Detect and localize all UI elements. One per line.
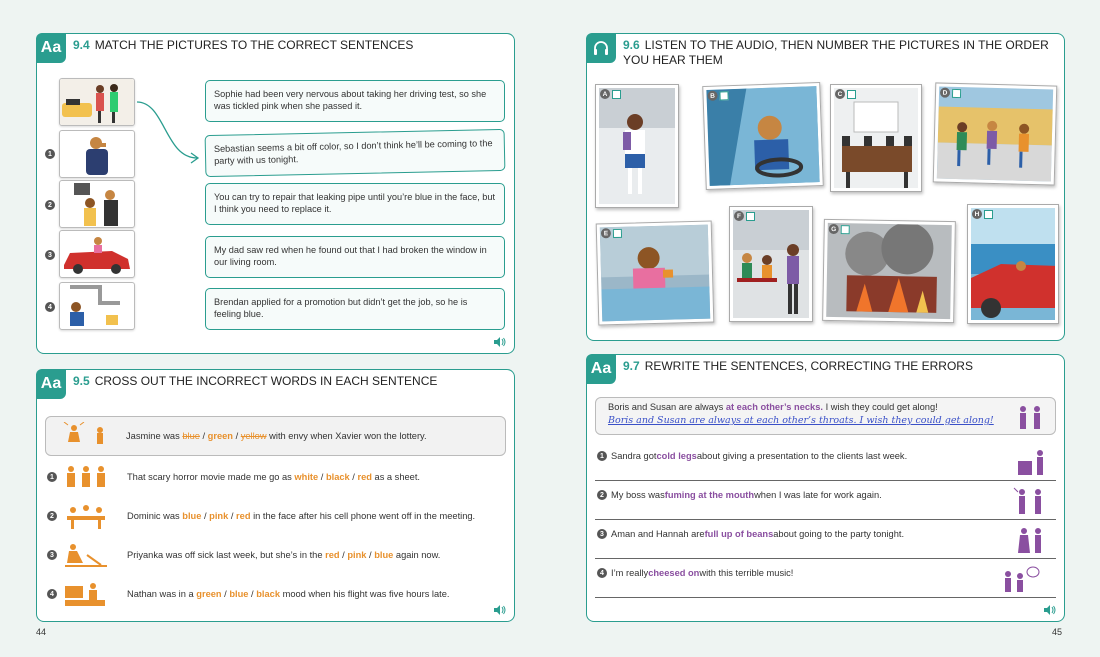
picture-4: [59, 282, 135, 330]
picture-letter: D: [940, 88, 950, 98]
row-number: 2: [47, 511, 57, 521]
sentence-row-2: [47, 501, 504, 531]
gardening-woman-icon: [61, 541, 111, 569]
picture-f: [729, 206, 813, 322]
rewrite-row-4[interactable]: [595, 562, 1056, 598]
arguing-couple-icon: [1015, 404, 1045, 430]
sentence: Priyanka was off sick last week, but she’s in the red / pink / blue again now.: [127, 550, 441, 560]
order-box[interactable]: [613, 228, 622, 237]
audio-speaker-icon[interactable]: [494, 605, 506, 615]
schoolgirl-icon: [599, 88, 675, 204]
running-students-icon: [937, 87, 1053, 182]
sentence: 2 My boss was fuming at the mouth when I was late for work again.: [597, 490, 882, 500]
example-answer: Boris and Susan are always at each other’s throats. I wish they could get along!: [608, 415, 994, 426]
picture-c: [830, 84, 922, 192]
presenter-icon: [1010, 447, 1050, 477]
sentence-box: Sophie had been very nervous about taking her driving test, so she was tickled pink when she passed it.: [205, 80, 505, 122]
picture-3: [59, 230, 135, 278]
red-convertible-icon: [971, 208, 1055, 320]
sentence-row-1: [47, 462, 504, 492]
sick-man-icon: [60, 131, 134, 177]
angry-dad-icon: [60, 181, 134, 227]
picture-e: [596, 220, 715, 325]
picture-letter: F: [734, 211, 744, 221]
picture-number: 3: [45, 250, 55, 260]
picture-b: [702, 82, 824, 190]
sentence-row-4: [47, 579, 504, 609]
row-number: 1: [597, 451, 607, 461]
picture-letter: E: [601, 228, 611, 238]
exercise-9-5-panel: [36, 369, 515, 622]
meeting-table-icon: [61, 502, 111, 530]
exercise-title: 9.4 MATCH THE PICTURES TO THE CORRECT SENTENCES: [73, 38, 414, 52]
page-number-left: 44: [36, 627, 47, 637]
sentence: 1 Sandra got cold legs about giving a presentation to the clients last week.: [597, 451, 907, 461]
sentence-box: My dad saw red when he found out that I had broken the window in our living room.: [205, 236, 505, 278]
picture-1: [59, 130, 135, 178]
exercise-9-4-panel: [36, 33, 515, 354]
red-car-icon: [60, 231, 134, 277]
order-box[interactable]: [612, 90, 621, 99]
picture-g: [822, 219, 956, 323]
empty-meeting-room-icon: [834, 88, 918, 188]
picture-number: 4: [45, 302, 55, 312]
lottery-winner-icon: [60, 422, 110, 450]
picture-d: [933, 82, 1058, 185]
picture-a: [595, 84, 679, 208]
vocabulary-badge-icon: Aa: [36, 369, 66, 399]
sofa-people-icon: [60, 79, 134, 125]
row-number: 1: [47, 472, 57, 482]
picture-letter: A: [600, 89, 610, 99]
vocabulary-badge-icon: Aa: [586, 354, 616, 384]
sentence: Nathan was in a green / blue / black mood when his flight was five hours late.: [127, 589, 450, 599]
picture-number: 1: [45, 149, 55, 159]
row-number: 3: [47, 550, 57, 560]
order-box[interactable]: [847, 90, 856, 99]
rewrite-row-1[interactable]: [595, 445, 1056, 481]
picture-h: [967, 204, 1059, 324]
order-box[interactable]: [746, 212, 755, 221]
sentence-box: Sebastian seems a bit off color, so I don’t think he’ll be coming to the party with us tonight.: [205, 129, 506, 177]
audio-speaker-icon[interactable]: [1044, 605, 1056, 615]
sentence: 4 I’m really cheesed on with this terrible music!: [597, 568, 793, 578]
example-row: [45, 416, 506, 456]
rewrite-row-3[interactable]: [595, 523, 1056, 559]
burning-building-icon: [826, 223, 952, 319]
picture-letter: B: [707, 91, 717, 101]
headphones-icon: [586, 33, 616, 63]
scared-audience-icon: [61, 463, 111, 491]
audio-speaker-icon[interactable]: [494, 337, 506, 347]
row-number: 4: [47, 589, 57, 599]
page-number-right: 45: [1052, 627, 1063, 637]
exercise-title: 9.5 CROSS OUT THE INCORRECT WORDS IN EACH SENTENCE: [73, 374, 438, 388]
vocabulary-badge-icon: Aa: [36, 33, 66, 63]
picture-2: [59, 180, 135, 228]
angry-boss-icon: [1010, 486, 1050, 516]
match-arrow-icon: [135, 98, 205, 168]
cafe-scene-icon: [733, 210, 809, 318]
sentence-row-3: [47, 540, 504, 570]
order-box[interactable]: [952, 88, 961, 97]
sentence: 3 Aman and Hannah are full up of beans about going to the party tonight.: [597, 529, 904, 539]
stressed-driver-icon: [706, 86, 819, 186]
example-picture: [59, 78, 135, 126]
picture-letter: C: [835, 89, 845, 99]
airport-delay-icon: [61, 580, 111, 608]
sentence-box: Brendan applied for a promotion but didn’t get the job, so he is feeling blue.: [205, 288, 505, 330]
sentence-box: You can try to repair that leaking pipe until you’re blue in the face, but I think you need to replace it.: [205, 183, 505, 225]
exercise-9-7-panel: [586, 354, 1065, 622]
order-box[interactable]: [984, 210, 993, 219]
annoyed-listener-icon: [990, 564, 1050, 594]
example-sentence: Jasmine was blue / green / yellow with envy when Xavier won the lottery.: [126, 431, 427, 441]
picture-letter: H: [972, 209, 982, 219]
sentence: Dominic was blue / pink / red in the face after his cell phone went off in the meeting.: [127, 511, 476, 521]
exercise-title: 9.7 REWRITE THE SENTENCES, CORRECTING THE ERRORS: [623, 359, 973, 373]
exercise-title: 9.6 LISTEN TO THE AUDIO, THEN NUMBER THE PICTURES IN THE ORDER YOU HEAR THEM: [623, 38, 1049, 67]
row-number: 4: [597, 568, 607, 578]
example-sentence: Boris and Susan are always at each other’s necks. I wish they could get along!: [608, 402, 938, 412]
order-box[interactable]: [841, 225, 850, 234]
row-number: 2: [597, 490, 607, 500]
leaking-pipe-icon: [60, 283, 134, 329]
exercise-9-6-panel: [586, 33, 1065, 341]
sentence: That scary horror movie made me go as white / black / red as a sheet.: [127, 472, 421, 482]
row-number: 3: [597, 529, 607, 539]
excited-couple-icon: [1010, 525, 1050, 555]
order-box[interactable]: [719, 91, 728, 100]
picture-letter: G: [829, 224, 839, 234]
rewrite-row-2[interactable]: [595, 484, 1056, 520]
sick-in-bed-icon: [600, 225, 710, 322]
example-box: [595, 397, 1056, 435]
picture-number: 2: [45, 200, 55, 210]
